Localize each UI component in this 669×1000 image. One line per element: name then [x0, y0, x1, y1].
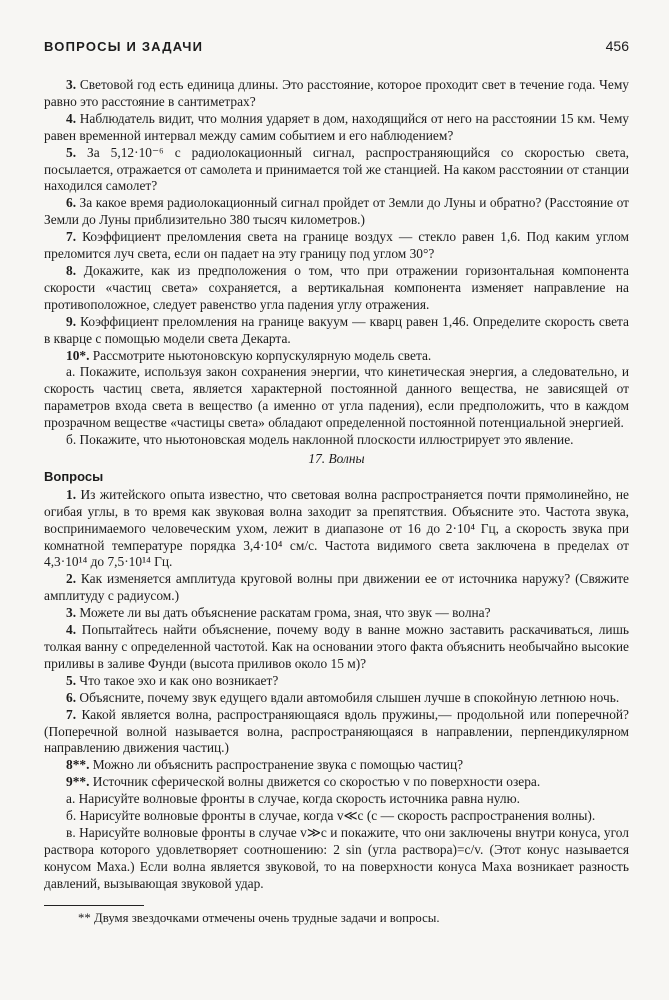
problem-item [44, 263, 629, 314]
problem-text: За какое время радиолокационный сигнал пройдет от Земли до Луны и обратно? (Расстояние от Земли до Луны приблизительно 380 тысяч километров.) [44, 195, 629, 228]
problem-number: 7. [66, 229, 77, 245]
problem-text: Объясните, почему звук едущего вдали автомобиля слышен лучше в спокойную летнюю ночь. [79, 689, 620, 705]
problem-text: Из житейского опыта известно, что световая волна распространяется почти прямолинейно, не огибая углы, в то время как звуковая волна заходит за препятствия. Объясните это. Частота звука, воспринимаемого человеческим ухом, лежит в диапазоне от 16 до 2·10⁴ Гц, а скорость звука при комнатной температуре порядка 3,4·10⁴ см/с. Частота видимого света заключена в пределах от 4,3·10¹⁴ до 7,5·10¹⁴ Гц. [44, 486, 629, 570]
problem-item [44, 229, 629, 263]
problem-item [44, 571, 629, 605]
problem-number: 3. [66, 77, 77, 92]
problem-subitem [44, 364, 629, 432]
problem-item [44, 707, 629, 758]
problem-number: 7. [66, 706, 77, 722]
problem-item [44, 195, 629, 229]
problem-item [44, 348, 629, 365]
problem-number: 3. [66, 605, 77, 621]
page-header [44, 38, 629, 60]
problem-subitem [44, 432, 629, 449]
problem-number: 9**. [66, 774, 90, 790]
problem-text: За 5,12·10⁻⁶ с радиолокационный сигнал, распространяющийся со скоростью света, посылается, отражается от самолета и принимается той же станцией. На каком расстоянии от станции находился самолет? [44, 144, 629, 194]
problem-item [44, 757, 629, 774]
problem-text: Какой является волна, распространяющаяся вдоль пружины,— продольной или поперечной? (Поперечной волной называется волна, распространяющаяся в направлении, перпендикулярном направлению движения частиц.) [44, 706, 629, 756]
footnote-divider [44, 905, 144, 906]
problems-list [44, 77, 629, 449]
problem-text: Как изменяется амплитуда круговой волны при движении ее от источника наружу? (Свяжите амплитуду с радиусом.) [44, 571, 629, 604]
problem-item [44, 77, 629, 111]
problem-item [44, 673, 629, 690]
problem-number: 8**. [66, 757, 90, 773]
problem-number: 1. [66, 486, 77, 502]
problem-number: 10*. [66, 347, 90, 363]
problem-text: Что такое эхо и как оно возникает? [79, 672, 279, 688]
problem-text: Источник сферической волны движется со скоростью v по поверхности озера. [92, 774, 541, 790]
problem-text: Можете ли вы дать объяснение раскатам грома, зная, что звук — волна? [79, 605, 491, 621]
footnote: ** Двумя звездочками отмечены очень трудные задачи и вопросы. [78, 910, 440, 925]
problem-text: Наблюдатель видит, что молния ударяет в дом, находящийся от него на расстоянии 15 км. Чему равен временной интервал между самим событием и его наблюдением? [44, 110, 629, 143]
problem-text: Рассмотрите ньютоновскую корпускулярную модель света. [92, 347, 432, 363]
problem-text: в. Нарисуйте волновые фронты в случае v≫c и покажите, что они заключены внутри конуса, угол раствора которого удовлетворяет соотношению: 2 sin (угла раствора)=c/v. (Этот конус называется конусом Маха.) Если волна является звуковой, то на поверхности конуса Маха возникает разность давлений, вызывающая звуковой удар. [44, 824, 629, 891]
problem-number: 5. [66, 144, 77, 160]
problem-item [44, 774, 629, 791]
problem-item [44, 145, 629, 196]
page-body [44, 77, 629, 926]
problem-item [44, 111, 629, 145]
problem-item [44, 605, 629, 622]
section-title: 17. Волны [308, 450, 365, 466]
problem-text: а. Нарисуйте волновые фронты в случае, когда скорость источника равна нулю. [66, 791, 520, 807]
page-number: 456 [605, 38, 629, 54]
problem-number: 4. [66, 110, 77, 126]
problem-subitem [44, 825, 629, 893]
problem-item [44, 622, 629, 673]
questions-list [44, 487, 629, 893]
problem-number: 6. [66, 195, 77, 211]
problem-number: 6. [66, 689, 77, 705]
problem-item [44, 487, 629, 572]
problem-text: б. Нарисуйте волновые фронты в случае, когда v≪c (c — скорость распространения волны). [66, 808, 596, 824]
running-title: ВОПРОСЫ И ЗАДАЧИ [44, 39, 204, 54]
problem-text: Попытайтесь найти объяснение, почему воду в ванне можно заставить раскачиваться, лишь толкая ванну с определенной частотой. Как на основании этого факта объяснить необычайно высокие приливы в заливе Фунди (высота приливов около 15 м)? [44, 622, 629, 671]
problem-text: Коэффициент преломления света на границе воздух — стекло равен 1,6. Под каким углом преломится луч света, если он падает на эту границу под углом 30°? [44, 229, 629, 262]
problem-text: а. Покажите, используя закон сохранения энергии, что кинетическая энергия, а следовательно, и скорость частиц света, является характерной постоянной данного вещества, не зависящей от параметров входа света в вещество (а именно от угла падения), если предположить, что в каждом прозрачном веществе «частицы света» обладают определенной постоянной потенциальной энергией. [44, 364, 629, 431]
problem-subitem [44, 808, 629, 825]
problem-text: Можно ли объяснить распространение звука с помощью частиц? [92, 757, 464, 773]
problem-subitem [44, 791, 629, 808]
problem-number: 8. [66, 262, 77, 278]
problem-text: Световой год есть единица длины. Это расстояние, которое проходит свет в течение года. Чему равно это расстояние в сантиметрах? [44, 77, 629, 109]
problem-item [44, 690, 629, 707]
problem-number: 9. [66, 313, 77, 329]
problem-text: Коэффициент преломления на границе вакуум — кварц равен 1,46. Определите скорость света в кварце с помощью модели света Декарта. [44, 313, 629, 346]
problem-number: 2. [66, 571, 77, 587]
problem-text: Докажите, как из предположения о том, что при отражении горизонтальная компонента скорости «частиц света» сохраняется, а вертикальная компонента изменяет направление на противоположное, следует равенство угла падения углу отражения. [44, 262, 629, 312]
problem-item [44, 314, 629, 348]
problem-number: 5. [66, 672, 77, 688]
problem-number: 4. [66, 622, 77, 638]
section-subtitle: Вопросы [44, 468, 104, 484]
problem-text: б. Покажите, что ньютоновская модель наклонной плоскости иллюстрирует это явление. [66, 432, 574, 448]
